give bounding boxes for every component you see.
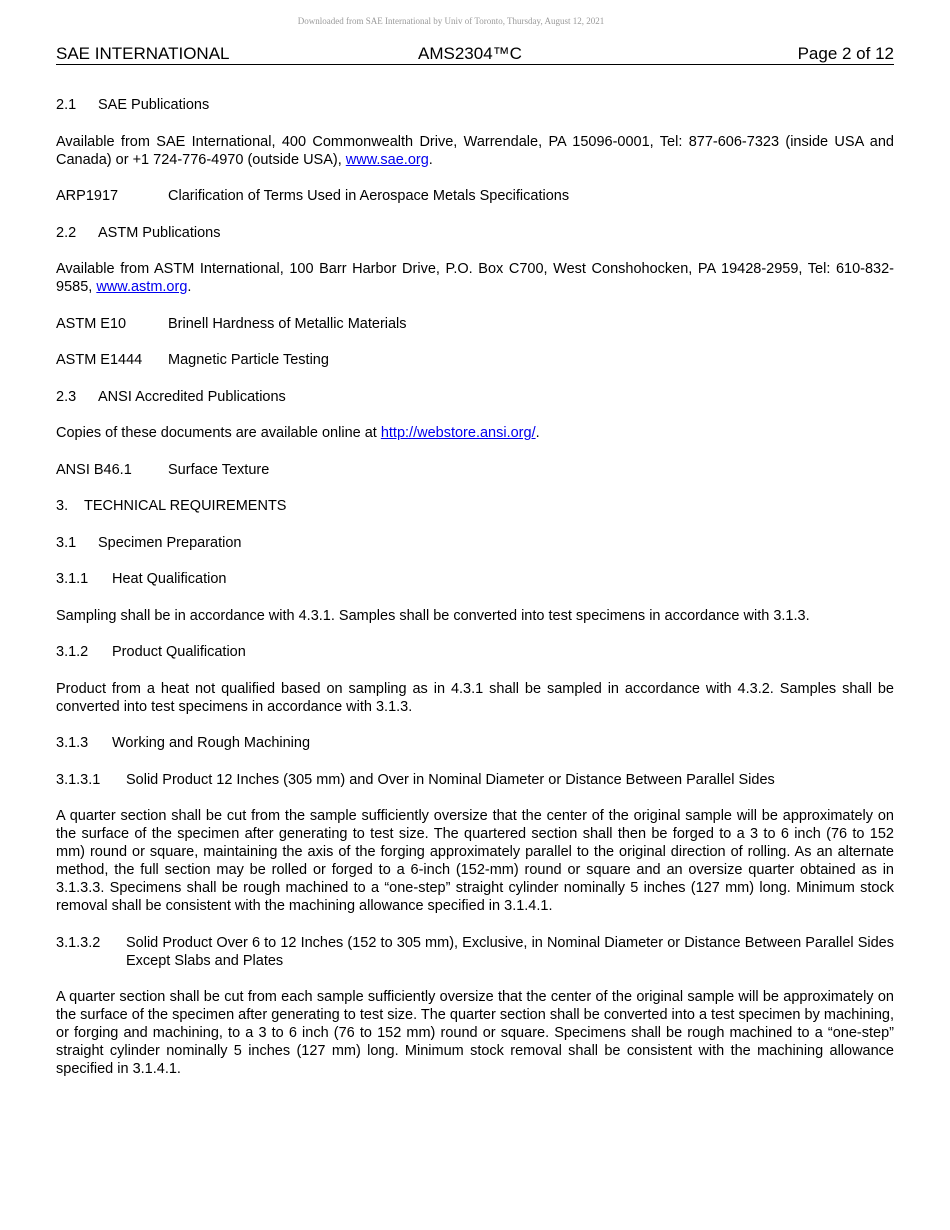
availability-text: Available from SAE International, 400 Commonwealth Drive, Warrendale, PA 15096-0001, Tel: 877-606-7323 (inside USA and Canada) or +1 724-776-4970 (outside USA), xyxy=(56,133,894,168)
availability-end: . xyxy=(428,151,433,168)
availability-text: Copies of these documents are available online at xyxy=(56,425,381,441)
header-doc-id: AMS2304™C xyxy=(418,44,522,63)
section-3-1-3-2-heading xyxy=(56,934,894,970)
section-title: ASTM Publications xyxy=(98,224,221,241)
section-title: Solid Product 12 Inches (305 mm) and Over in Nominal Diameter or Distance Between Parallel Sides xyxy=(126,771,775,788)
download-notice: Downloaded from SAE International by Univ of Toronto, Thursday, August 12, 2021 xyxy=(297,16,605,26)
section-title: Heat Qualification xyxy=(112,571,227,587)
section-number: 2.2 xyxy=(56,224,77,241)
ansi-link[interactable]: http://webstore.ansi.org/ xyxy=(380,425,536,441)
section-3-1-3-heading xyxy=(56,734,894,752)
section-number: 3.1.1 xyxy=(56,571,89,587)
reference-astm-e10 xyxy=(56,315,894,333)
astm-availability xyxy=(56,260,894,296)
section-3-1-3-1-body: A quarter section shall be cut from the sample sufficiently oversize that the center of the original sample will be approximately on the surface of the specimen after generating to test size. The quartered section shall then be forged to a 3 to 6 inch (76 to 152 mm) round or square, maintaining the axis of the forging approximately parallel to the original direction of rolling. As an alternate method, the full section may be rolled or forged to a 6-inch (152-mm) round or square and an oversize quarter obtained as in 3.1.3.3. Specimens shall be rough machined to a “one-step” straight cylinder nominally 5 inches (127 mm) long. Minimum stock removal shall be consistent with the machining allowance specified in 3.1.4.1. xyxy=(56,808,894,914)
section-3-1-3-1-heading xyxy=(56,771,894,789)
reference-title: Brinell Hardness of Metallic Materials xyxy=(168,315,407,332)
section-number: 3.1.3 xyxy=(56,735,89,751)
section-3-1-1-body: Sampling shall be in accordance with 4.3.1. Samples shall be converted into test specimens in accordance with 3.1.3. xyxy=(56,607,810,624)
section-2-2-heading xyxy=(56,224,894,242)
section-title: Working and Rough Machining xyxy=(112,735,311,751)
header-org: SAE INTERNATIONAL xyxy=(56,44,230,63)
availability-text: Available from ASTM International, 100 Barr Harbor Drive, P.O. Box C700, West Conshohocken, PA 19428-2959, Tel: 610-832-9585, xyxy=(56,261,894,295)
reference-code: ARP1917 xyxy=(56,188,119,204)
reference-code: ANSI B46.1 xyxy=(56,461,132,478)
sae-availability xyxy=(56,133,894,169)
section-number: 3. xyxy=(56,498,69,514)
reference-code: ASTM E1444 xyxy=(56,352,143,368)
section-number: 3.1.3.2 xyxy=(56,934,101,951)
section-title: Product Qualification xyxy=(112,644,246,660)
reference-title: Magnetic Particle Testing xyxy=(168,352,329,368)
reference-title: Clarification of Terms Used in Aerospace Metals Specifications xyxy=(168,188,570,204)
reference-title: Surface Texture xyxy=(168,461,270,478)
page-header xyxy=(56,44,894,65)
section-3-heading xyxy=(56,497,894,515)
sae-link[interactable]: www.sae.org xyxy=(345,151,429,168)
ansi-availability xyxy=(56,424,894,442)
astm-link[interactable]: www.astm.org xyxy=(96,279,188,295)
section-3-1-heading xyxy=(56,534,894,552)
availability-end: . xyxy=(535,425,540,441)
section-2-3-heading xyxy=(56,388,894,406)
section-number: 3.1 xyxy=(56,534,77,551)
section-number: 2.1 xyxy=(56,97,77,113)
section-2-1-heading xyxy=(56,96,894,114)
section-title: SAE Publications xyxy=(98,97,210,113)
section-3-1-2-heading xyxy=(56,643,894,661)
availability-end: . xyxy=(187,279,192,295)
section-title: Solid Product Over 6 to 12 Inches (152 to 305 mm), Exclusive, in Nominal Diameter or Distance Between Parallel Sides Except Slabs and Plates xyxy=(126,934,894,969)
section-title: Specimen Preparation xyxy=(98,534,242,551)
reference-ansi-b46-1 xyxy=(56,461,894,479)
section-title: TECHNICAL REQUIREMENTS xyxy=(84,498,287,514)
reference-code: ASTM E10 xyxy=(56,315,127,332)
header-page-number: Page 2 of 12 xyxy=(797,44,894,63)
document-body xyxy=(56,96,894,1097)
section-number: 3.1.2 xyxy=(56,644,89,660)
section-number: 2.3 xyxy=(56,388,77,405)
section-3-1-2-body: Product from a heat not qualified based on sampling as in 4.3.1 shall be sampled in accordance with 4.3.2. Samples shall be converted into test specimens in accordance with 3.1.3. xyxy=(56,680,894,715)
reference-astm-e1444 xyxy=(56,351,894,369)
section-3-1-3-2-body: A quarter section shall be cut from each sample sufficiently oversize that the center of the original sample will be approximately on the surface of the specimen after generating to test size. The quarter section shall be converted into a test specimen by machining, or forging and machining, to a 3 to 6 inch (76 to 152 mm) round or square. Specimens shall be rough machined to a “one-step” straight cylinder nominally 5 inches (127 mm) long. Minimum stock removal shall be consistent with the machining allowance specified in 3.1.4.1. xyxy=(56,989,894,1077)
reference-arp1917 xyxy=(56,187,894,205)
section-title: ANSI Accredited Publications xyxy=(98,388,286,405)
section-3-1-1-heading xyxy=(56,570,894,588)
section-number: 3.1.3.1 xyxy=(56,771,101,788)
